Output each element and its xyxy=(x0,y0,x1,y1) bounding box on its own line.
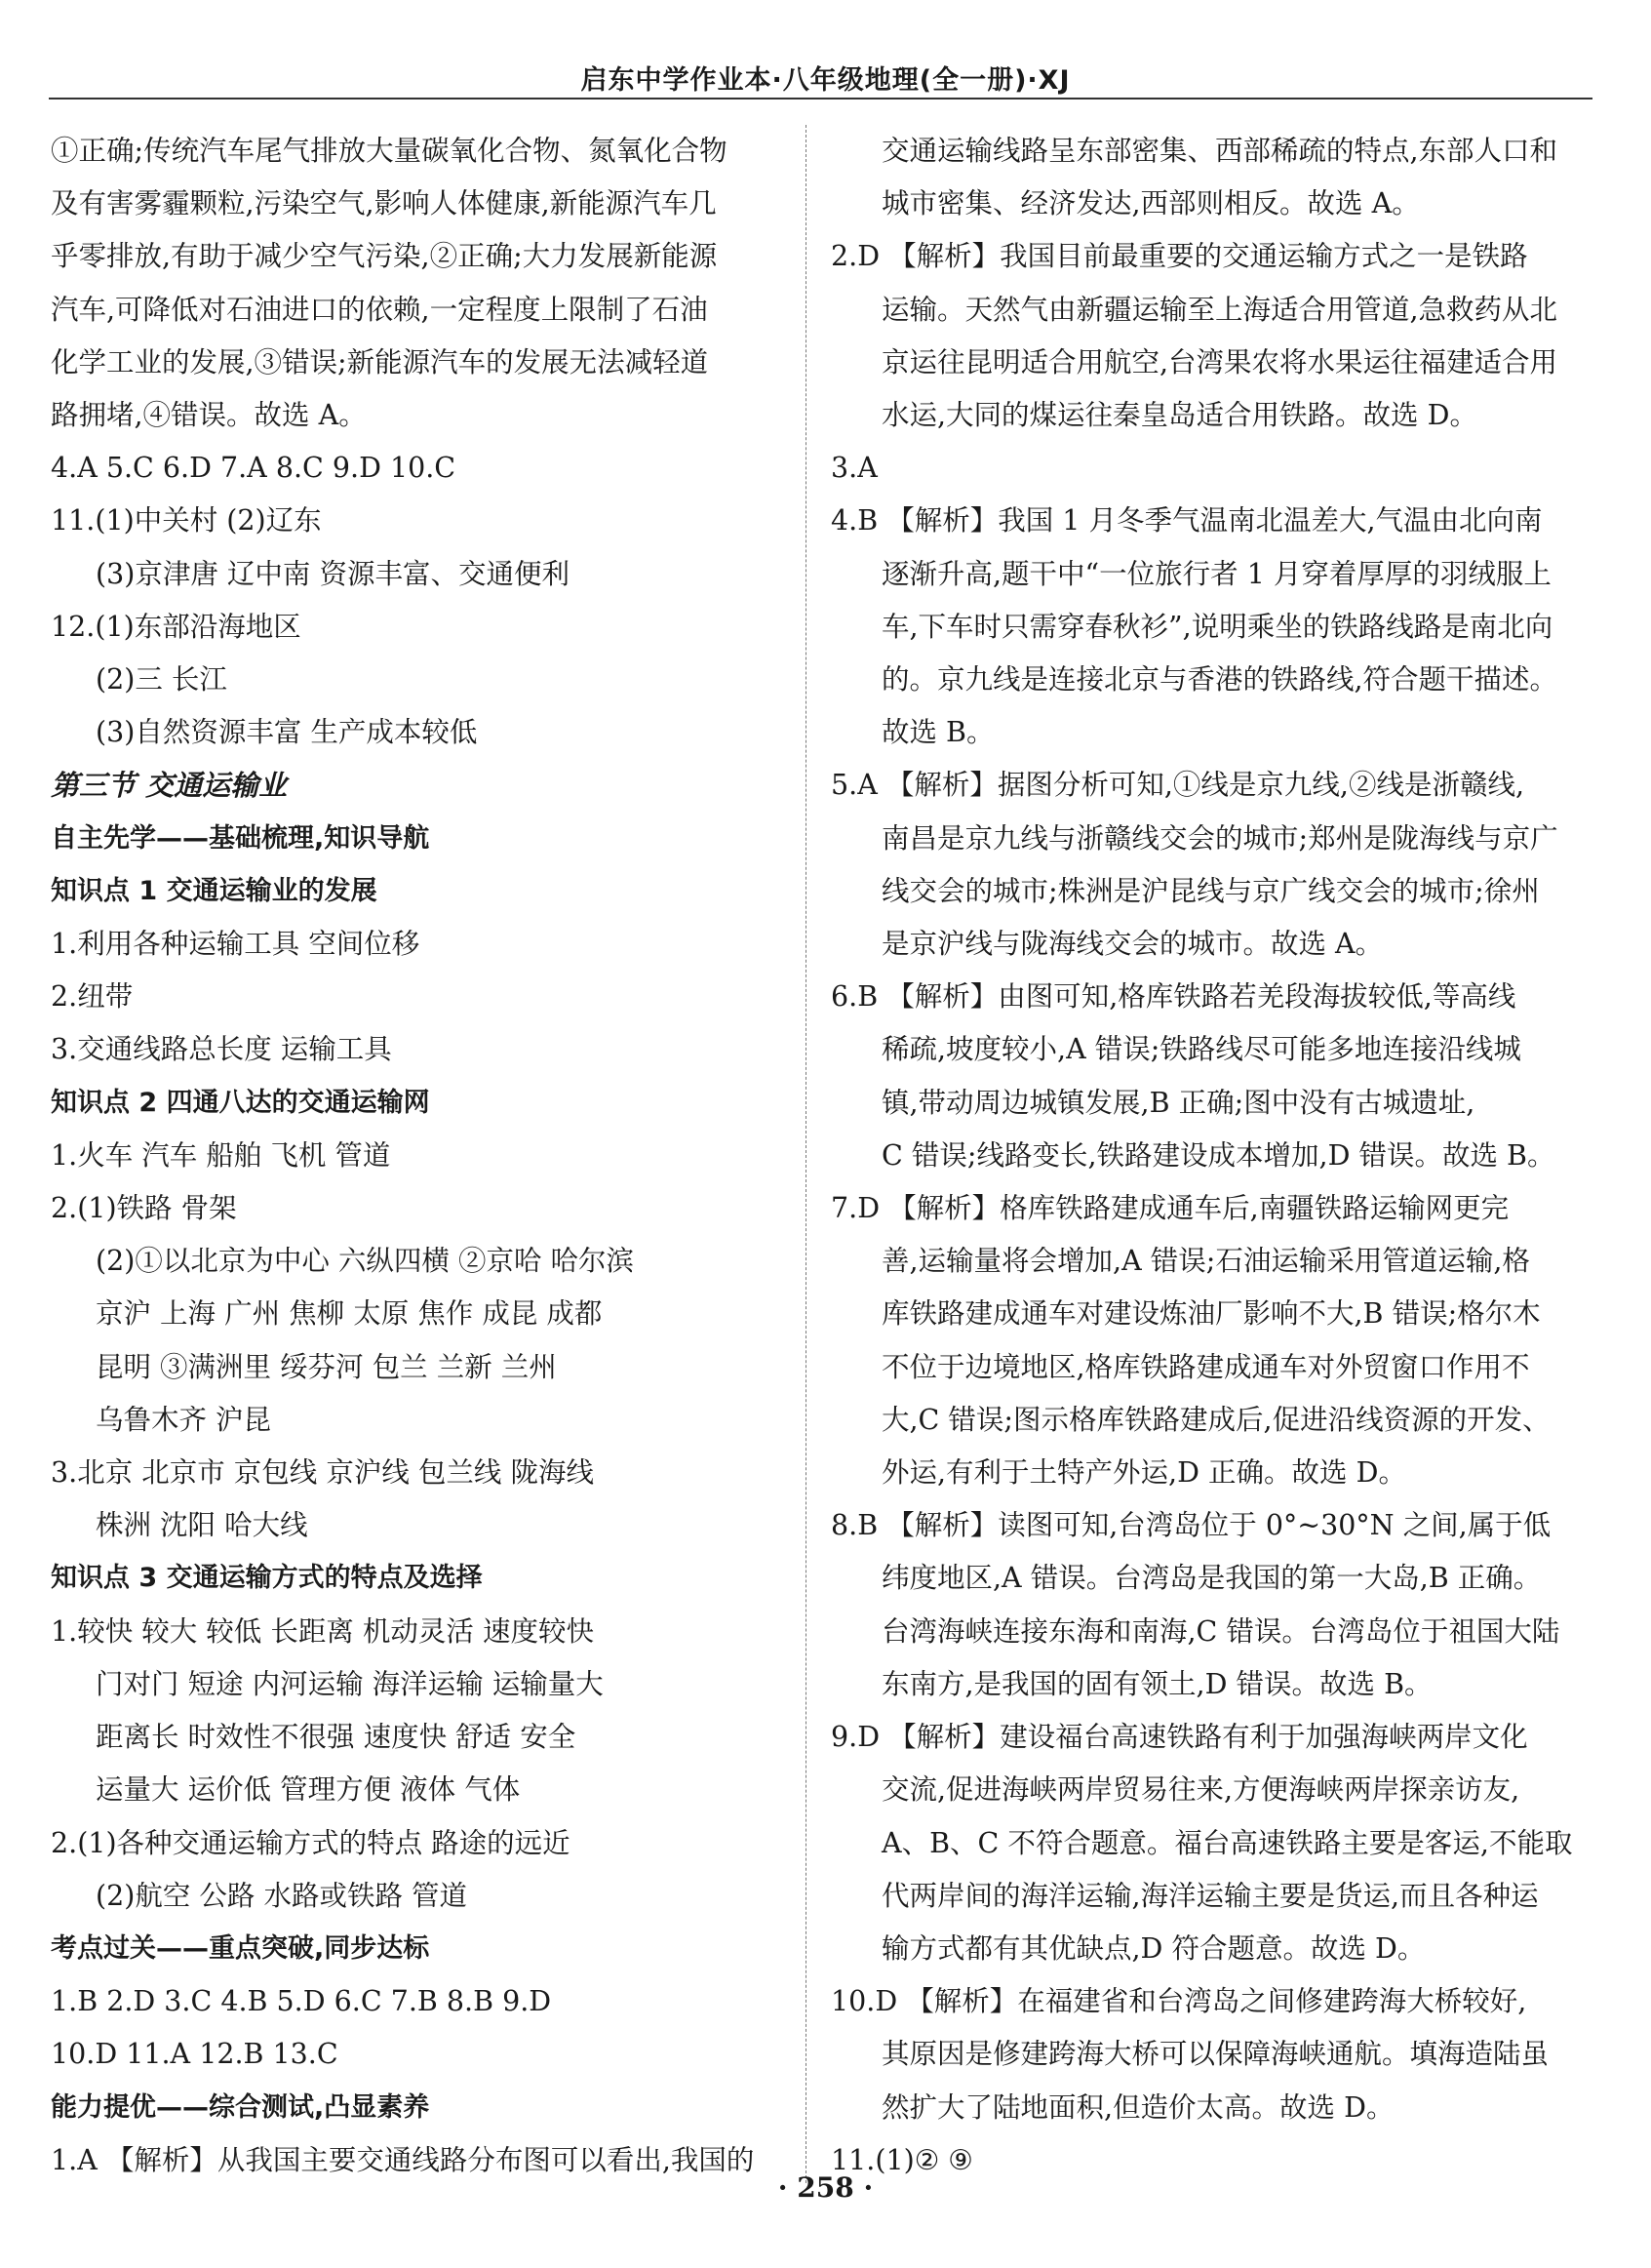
right-column-line: 10.D 【解析】在福建省和台湾岛之间修建跨海大桥较好, xyxy=(831,1985,1527,2018)
left-column-line: 株洲 沈阳 哈大线 xyxy=(96,1509,308,1542)
right-column-line: 交流,促进海峡两岸贸易往来,方便海峡两岸探亲访友, xyxy=(882,1773,1520,1807)
right-column-line: 京运往昆明适合用航空,台湾果农将水果运往福建适合用 xyxy=(882,345,1558,378)
left-column-line: 运量大 运价低 管理方便 液体 气体 xyxy=(96,1773,521,1807)
left-column-line: (2)三 长江 xyxy=(96,663,227,696)
left-column-line: 1.较快 较大 较低 长距离 机动灵活 速度较快 xyxy=(51,1614,594,1648)
left-column-line: 1.A 【解析】从我国主要交通线路分布图可以看出,我国的 xyxy=(51,2143,755,2176)
left-column-line: 3.交通线路总长度 运输工具 xyxy=(51,1033,392,1066)
left-column-line: 2.(1)各种交通运输方式的特点 路途的远近 xyxy=(51,1826,570,1859)
left-column-line: 乎零排放,有助于减少空气污染,②正确;大力发展新能源 xyxy=(51,240,718,273)
left-column-line: 4.A 5.C 6.D 7.A 8.C 9.D 10.C xyxy=(51,452,456,485)
right-column-line: 稀疏,坡度较小,A 错误;铁路线尽可能多地连接沿线城 xyxy=(882,1033,1521,1066)
right-column-line: 善,运输量将会增加,A 错误;石油运输采用管道运输,格 xyxy=(882,1245,1530,1278)
right-column-line: 线交会的城市;株洲是沪昆线与京广线交会的城市;徐州 xyxy=(882,874,1540,907)
left-column-line: 化学工业的发展,③错误;新能源汽车的发展无法减轻道 xyxy=(51,345,709,378)
left-column-line: 昆明 ③满洲里 绥芬河 包兰 兰新 兰州 xyxy=(96,1350,557,1383)
left-column-line: 京沪 上海 广州 焦柳 太原 焦作 成昆 成都 xyxy=(96,1297,603,1331)
left-column-line: 能力提优——综合测试,凸显素养 xyxy=(51,2091,430,2123)
page-header: 启东中学作业本·八年级地理(全一册)·XJ xyxy=(580,65,1071,96)
right-column-line: A、B、C 不符合题意。福台高速铁路主要是客运,不能取 xyxy=(882,1826,1573,1859)
right-column-line: 运输。天然气由新疆运输至上海适合用管道,急救药从北 xyxy=(882,293,1558,326)
left-column-line: (3)京津唐 辽中南 资源丰富、交通便利 xyxy=(96,557,570,590)
left-column-line: 乌鲁木齐 沪昆 xyxy=(96,1403,272,1436)
left-column-line: 自主先学——基础梳理,知识导航 xyxy=(51,822,430,854)
right-column-line: 城市密集、经济发达,西部则相反。故选 A。 xyxy=(882,187,1420,220)
left-column-line: (2)航空 公路 水路或铁路 管道 xyxy=(96,1879,468,1912)
left-column-line: 10.D 11.A 12.B 13.C xyxy=(51,2038,338,2071)
left-column-line: 12.(1)东部沿海地区 xyxy=(51,610,301,643)
left-column-line: 1.利用各种运输工具 空间位移 xyxy=(51,928,420,961)
right-column-line: 交通运输线路呈东部密集、西部稀疏的特点,东部人口和 xyxy=(882,135,1558,167)
right-column-line: 外运,有利于土特产外运,D 正确。故选 D。 xyxy=(882,1456,1406,1490)
right-column-line: 水运,大同的煤运往秦皇岛适合用铁路。故选 D。 xyxy=(882,399,1477,432)
right-column-line: 8.B 【解析】读图可知,台湾岛位于 0°~30°N 之间,属于低 xyxy=(831,1509,1552,1542)
right-column-line: 大,C 错误;图示格库铁路建成后,促进沿线资源的开发、 xyxy=(882,1403,1551,1436)
right-column-line: 代两岸间的海洋运输,海洋运输主要是货运,而且各种运 xyxy=(882,1879,1539,1912)
right-column-line: 库铁路建成通车对建设炼油厂影响不大,B 错误;格尔木 xyxy=(882,1297,1541,1331)
left-column-line: 路拥堵,④错误。故选 A。 xyxy=(51,399,367,432)
right-column-line: 输方式都有其优缺点,D 符合题意。故选 D。 xyxy=(882,1931,1426,1965)
left-column-line: 2.纽带 xyxy=(51,980,134,1014)
left-column-line: 3.北京 北京市 京包线 京沪线 包兰线 陇海线 xyxy=(51,1456,594,1490)
left-column-line: 考点过关——重点突破,同步达标 xyxy=(51,1932,430,1964)
left-column-line: 知识点 2 四通八达的交通运输网 xyxy=(51,1087,430,1118)
left-column-line: (2)①以北京为中心 六纵四横 ②京哈 哈尔滨 xyxy=(96,1245,635,1278)
left-column-line: 知识点 3 交通运输方式的特点及选择 xyxy=(51,1563,483,1594)
right-column-line: 7.D 【解析】格库铁路建成通车后,南疆铁路运输网更完 xyxy=(831,1192,1510,1225)
right-column-line: 2.D 【解析】我国目前最重要的交通运输方式之一是铁路 xyxy=(831,240,1528,273)
right-column-line: C 错误;线路变长,铁路建设成本增加,D 错误。故选 B。 xyxy=(882,1138,1555,1172)
right-column-line: 故选 B。 xyxy=(882,716,995,749)
right-column-line: 9.D 【解析】建设福台高速铁路有利于加强海峡两岸文化 xyxy=(831,1721,1528,1754)
left-column-line: 距离长 时效性不很强 速度快 舒适 安全 xyxy=(96,1721,576,1754)
left-column-line: 及有害雾霾颗粒,污染空气,影响人体健康,新能源汽车几 xyxy=(51,187,717,220)
right-column-line: 其原因是修建跨海大桥可以保障海峡通航。填海造陆虽 xyxy=(882,2038,1550,2071)
right-column-line: 是京沪线与陇海线交会的城市。故选 A。 xyxy=(882,928,1384,961)
right-column-line: 3.A xyxy=(831,452,878,485)
page-number: · 258 · xyxy=(777,2171,874,2204)
left-column-line: 知识点 1 交通运输业的发展 xyxy=(51,875,377,906)
right-column-line: 逐渐升高,题干中“一位旅行者 1 月穿着厚厚的羽绒服上 xyxy=(882,557,1552,590)
right-column-line: 台湾海峡连接东海和南海,C 错误。台湾岛位于祖国大陆 xyxy=(882,1614,1560,1648)
right-column-line: 车,下车时只需穿春秋衫”,说明乘坐的铁路线路是南北向 xyxy=(882,610,1553,643)
right-column-line: 南昌是京九线与浙赣线交会的城市;郑州是陇海线与京广 xyxy=(882,821,1558,855)
right-column-line: 东南方,是我国的固有领土,D 错误。故选 B。 xyxy=(882,1667,1433,1700)
right-column-line: 然扩大了陆地面积,但造价太高。故选 D。 xyxy=(882,2090,1395,2124)
right-column-line: 5.A 【解析】据图分析可知,①线是京九线,②线是浙赣线, xyxy=(831,769,1525,802)
right-column-line: 11.(1)② ⑨ xyxy=(831,2143,973,2176)
left-column-line: 2.(1)铁路 骨架 xyxy=(51,1192,237,1225)
right-column-line: 6.B 【解析】由图可知,格库铁路若羌段海拔较低,等高线 xyxy=(831,980,1516,1014)
left-column-line: (3)自然资源丰富 生产成本较低 xyxy=(96,716,478,749)
right-column-line: 不位于边境地区,格库铁路建成通车对外贸窗口作用不 xyxy=(882,1350,1530,1383)
left-column-line: ①正确;传统汽车尾气排放大量碳氧化合物、氮氧化合物 xyxy=(51,135,727,167)
left-column-line: 1.B 2.D 3.C 4.B 5.D 6.C 7.B 8.B 9.D xyxy=(51,1985,552,2018)
left-column-line: 第三节 交通运输业 xyxy=(51,769,288,803)
right-column-line: 的。京九线是连接北京与香港的铁路线,符合题干描述。 xyxy=(882,663,1558,696)
left-column xyxy=(51,125,792,2187)
left-column-line: 汽车,可降低对石油进口的依赖,一定程度上限制了石油 xyxy=(51,293,708,326)
header-rule xyxy=(49,98,1592,99)
left-column-line: 1.火车 汽车 船舶 飞机 管道 xyxy=(51,1138,391,1172)
right-column-line: 纬度地区,A 错误。台湾岛是我国的第一大岛,B 正确。 xyxy=(882,1562,1542,1595)
right-column-line: 4.B 【解析】我国 1 月冬季气温南北温差大,气温由北向南 xyxy=(831,504,1543,537)
right-column-line: 镇,带动周边城镇发展,B 正确;图中没有古城遗址, xyxy=(882,1086,1475,1119)
left-column-line: 门对门 短途 内河运输 海洋运输 运输量大 xyxy=(96,1667,604,1700)
right-column xyxy=(831,125,1582,2187)
left-column-line: 11.(1)中关村 (2)辽东 xyxy=(51,504,322,537)
